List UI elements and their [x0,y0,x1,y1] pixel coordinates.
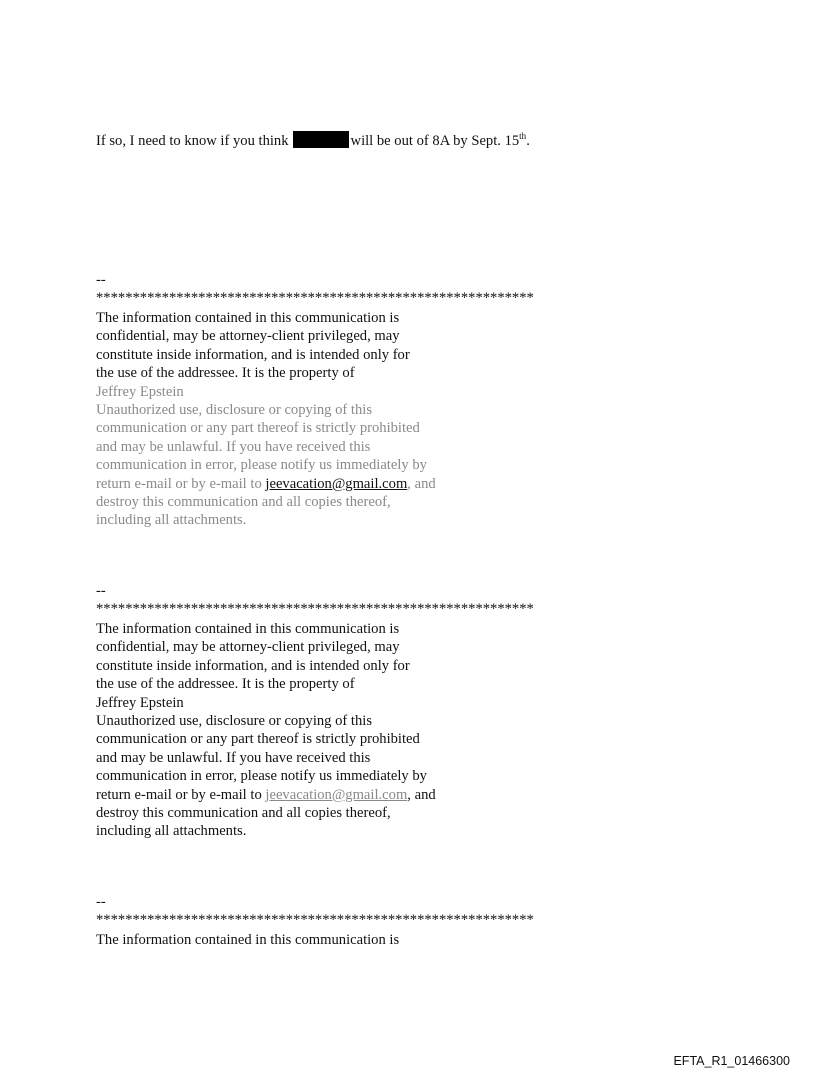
intro-text-after: will be out of 8A by Sept. 15 [350,133,520,149]
disclaimer-line [96,786,436,804]
disclaimer-line: the use of the addressee. It is the property of [96,365,355,382]
disclaimer-text: , and [407,475,436,492]
disclaimer-line: the use of the addressee. It is the property of [96,676,355,693]
disclaimer-line: confidential, may be attorney-client privileged, may [96,639,400,656]
disclaimer-line: including all attachments. [96,823,247,840]
disclaimer-line: communication or any part thereof is strictly prohibited [96,420,420,437]
disclaimer-line: Jeffrey Epstein [96,694,184,711]
separator-dash: -- [96,272,106,288]
separator-dash: -- [96,894,106,910]
disclaimer-line: The information contained in this communication is [96,310,400,326]
intro-text-end: . [526,133,530,149]
disclaimer-line: constitute inside information, and is intended only for [96,346,410,363]
intro-text-before: If so, I need to know if you think [96,133,289,149]
disclaimer-line: communication in error, please notify us immediately by [96,457,427,474]
disclaimer-line: including all attachments. [96,512,247,529]
disclaimer-text: return e-mail or by e-mail to [96,786,262,803]
disclaimer-line: Unauthorized use, disclosure or copying of this [96,402,373,418]
redaction-box [293,131,349,148]
separator-stars: ************************************************************ [96,601,534,617]
disclaimer-line: The information contained in this communication is [96,932,400,948]
disclaimer-line: The information contained in this communication is [96,621,400,637]
disclaimer-line: Unauthorized use, disclosure or copying of this [96,713,373,729]
disclaimer-line: and may be unlawful. If you have received this [96,438,371,455]
disclaimer-line: confidential, may be attorney-client privileged, may [96,328,400,345]
disclaimer-text: , and [407,786,436,803]
intro-line [96,131,530,150]
separator-stars: ************************************************************ [96,912,534,928]
disclaimer-line: destroy this communication and all copies thereof, [96,805,391,821]
disclaimer-line: destroy this communication and all copies thereof, [96,494,391,510]
disclaimer-line [96,475,436,493]
intro-superscript: th [519,131,527,142]
document-id: EFTA_R1_01466300 [673,1054,790,1068]
email-link[interactable]: jeevacation@gmail.com [265,475,408,492]
email-link[interactable]: jeevacation@gmail.com [265,786,408,803]
disclaimer-line: Jeffrey Epstein [96,383,184,400]
disclaimer-text: return e-mail or by e-mail to [96,475,262,492]
separator-dash: -- [96,583,106,599]
disclaimer-line: constitute inside information, and is intended only for [96,657,410,674]
disclaimer-line: and may be unlawful. If you have received this [96,749,371,766]
disclaimer-line: communication in error, please notify us immediately by [96,768,427,785]
separator-stars: ************************************************************ [96,290,534,306]
disclaimer-line: communication or any part thereof is strictly prohibited [96,731,420,748]
